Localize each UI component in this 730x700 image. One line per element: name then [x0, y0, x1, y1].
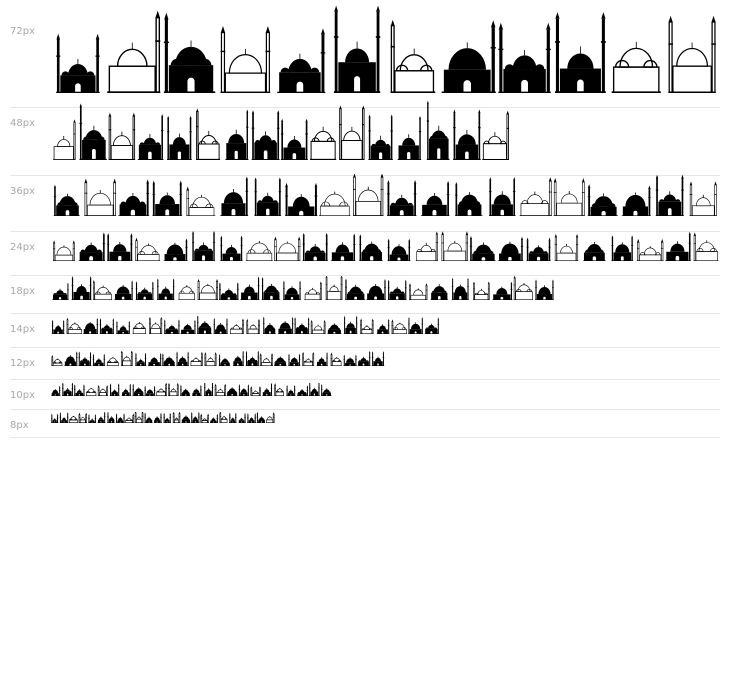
mosque-glyph-icon — [694, 232, 719, 261]
mosque-glyph-icon — [392, 319, 407, 334]
mosque-glyph-icon — [277, 28, 325, 93]
mosque-glyph-icon — [319, 192, 350, 216]
glyph-strip — [50, 316, 440, 334]
mosque-glyph-icon — [345, 279, 365, 300]
mosque-glyph-icon — [442, 20, 496, 93]
mosque-glyph-icon — [388, 280, 407, 300]
mosque-glyph-icon — [53, 240, 75, 261]
mosque-glyph-icon — [656, 175, 684, 216]
mosque-glyph-icon — [56, 34, 100, 93]
glyph-strip — [50, 3, 720, 93]
mosque-glyph-icon — [455, 182, 482, 216]
mosque-glyph-icon — [191, 412, 200, 423]
mosque-glyph-icon — [283, 281, 301, 300]
mosque-glyph-icon — [83, 318, 98, 334]
mosque-glyph-icon — [612, 42, 661, 93]
mosque-glyph-icon — [452, 278, 469, 300]
mosque-glyph-icon — [122, 384, 131, 396]
mosque-glyph-icon — [343, 354, 356, 366]
mosque-glyph-icon — [427, 101, 450, 160]
mosque-glyph-icon — [391, 20, 436, 93]
mosque-glyph-icon — [196, 108, 220, 160]
mosque-glyph-icon — [225, 109, 248, 160]
size-label: 72px — [10, 26, 35, 37]
mosque-glyph-icon — [622, 185, 651, 216]
mosque-glyph-icon — [252, 110, 280, 160]
mosque-glyph-icon — [285, 183, 317, 216]
mosque-glyph-icon — [526, 238, 550, 261]
size-label: 8px — [10, 420, 29, 431]
mosque-glyph-icon — [98, 385, 108, 396]
mosque-glyph-icon — [453, 109, 481, 160]
mosque-glyph-icon — [135, 353, 146, 366]
mosque-glyph-icon — [98, 412, 106, 423]
mosque-glyph-icon — [100, 318, 114, 334]
size-row-10 — [10, 379, 720, 410]
mosque-glyph-icon — [240, 277, 259, 300]
mosque-glyph-icon — [288, 354, 300, 366]
mosque-glyph-icon — [186, 186, 215, 216]
mosque-glyph-icon — [84, 179, 116, 216]
mosque-glyph-icon — [555, 234, 578, 261]
mosque-glyph-icon — [168, 383, 178, 396]
mosque-glyph-icon — [489, 177, 515, 216]
size-label: 48px — [10, 118, 35, 129]
mosque-glyph-icon — [53, 119, 75, 160]
mosque-glyph-icon — [79, 103, 106, 160]
mosque-glyph-icon — [54, 185, 80, 216]
mosque-glyph-icon — [164, 238, 188, 261]
mosque-glyph-icon — [326, 276, 343, 300]
mosque-glyph-icon — [334, 6, 380, 93]
mosque-glyph-icon — [133, 322, 146, 334]
mosque-glyph-icon — [109, 113, 135, 160]
mosque-glyph-icon — [388, 239, 411, 261]
mosque-glyph-icon — [302, 352, 314, 366]
mosque-glyph-icon — [154, 413, 162, 423]
mosque-glyph-icon — [93, 354, 105, 366]
mosque-glyph-icon — [441, 231, 468, 261]
mosque-glyph-icon — [281, 119, 308, 160]
mosque-glyph-icon — [470, 236, 496, 261]
mosque-glyph-icon — [204, 383, 213, 396]
mosque-glyph-icon — [116, 321, 130, 334]
mosque-glyph-icon — [310, 127, 336, 160]
mosque-glyph-icon — [229, 413, 237, 423]
mosque-glyph-icon — [52, 320, 65, 334]
mosque-glyph-icon — [60, 412, 69, 423]
mosque-glyph-icon — [278, 317, 294, 334]
mosque-glyph-icon — [51, 386, 60, 396]
mosque-glyph-icon — [79, 232, 106, 261]
mosque-glyph-icon — [121, 351, 133, 366]
mosque-glyph-icon — [52, 355, 63, 366]
mosque-glyph-icon — [173, 412, 180, 423]
mosque-glyph-icon — [492, 282, 512, 300]
mosque-glyph-icon — [107, 233, 133, 261]
mosque-glyph-icon — [473, 281, 489, 300]
mosque-glyph-icon — [180, 320, 195, 334]
mosque-glyph-icon — [425, 317, 439, 334]
mosque-glyph-icon — [157, 278, 174, 300]
mosque-glyph-icon — [192, 231, 215, 261]
mosque-glyph-icon — [93, 280, 112, 300]
mosque-glyph-icon — [514, 276, 533, 300]
glyph-strip — [50, 174, 720, 216]
mosque-glyph-icon — [200, 414, 208, 423]
mosque-glyph-icon — [114, 280, 133, 300]
mosque-glyph-icon — [156, 383, 167, 396]
mosque-glyph-icon — [555, 12, 606, 93]
mosque-glyph-icon — [72, 276, 92, 300]
mosque-glyph-icon — [257, 412, 266, 423]
glyph-strip — [50, 276, 555, 300]
mosque-glyph-icon — [69, 416, 78, 423]
mosque-glyph-icon — [331, 233, 356, 261]
mosque-glyph-icon — [135, 238, 160, 261]
size-label: 18px — [10, 286, 35, 297]
mosque-glyph-icon — [220, 176, 248, 216]
mosque-glyph-icon — [116, 413, 125, 423]
mosque-glyph-icon — [246, 319, 259, 334]
size-label: 14px — [10, 324, 35, 335]
mosque-glyph-icon — [62, 383, 73, 396]
mosque-glyph-icon — [251, 386, 261, 396]
mosque-glyph-icon — [297, 385, 308, 396]
mosque-glyph-icon — [148, 353, 162, 366]
mosque-glyph-icon — [263, 317, 276, 334]
glyph-strip — [50, 231, 720, 261]
mosque-glyph-icon — [51, 413, 58, 423]
mosque-glyph-icon — [239, 413, 246, 423]
mosque-glyph-icon — [210, 414, 218, 423]
mosque-glyph-icon — [78, 352, 91, 366]
mosque-glyph-icon — [554, 178, 585, 216]
mosque-glyph-icon — [152, 181, 182, 216]
mosque-glyph-icon — [215, 384, 226, 396]
mosque-glyph-icon — [149, 317, 162, 334]
mosque-glyph-icon — [135, 412, 144, 423]
mosque-glyph-icon — [254, 177, 281, 216]
mosque-glyph-icon — [167, 116, 192, 160]
mosque-glyph-icon — [498, 23, 550, 93]
size-row-24 — [10, 231, 720, 276]
size-row-48 — [10, 107, 720, 176]
mosque-glyph-icon — [220, 412, 228, 423]
mosque-glyph-icon — [164, 13, 215, 93]
mosque-glyph-icon — [246, 351, 259, 366]
mosque-glyph-icon — [665, 232, 691, 261]
mosque-glyph-icon — [408, 317, 423, 334]
mosque-glyph-icon — [311, 320, 326, 334]
mosque-glyph-icon — [690, 181, 717, 216]
mosque-glyph-icon — [138, 114, 164, 160]
mosque-glyph-icon — [309, 383, 320, 396]
mosque-glyph-icon — [220, 236, 242, 261]
mosque-glyph-icon — [219, 354, 230, 366]
mosque-glyph-icon — [583, 242, 606, 261]
mosque-glyph-icon — [176, 351, 189, 366]
glyph-strip — [50, 383, 332, 396]
mosque-glyph-icon — [421, 181, 449, 216]
mosque-glyph-icon — [353, 174, 383, 216]
mosque-glyph-icon — [331, 352, 342, 366]
mosque-glyph-icon — [398, 116, 422, 160]
mosque-glyph-icon — [192, 385, 202, 396]
mosque-glyph-icon — [197, 316, 212, 334]
mosque-glyph-icon — [213, 318, 227, 334]
mosque-glyph-icon — [668, 16, 715, 93]
mosque-glyph-icon — [125, 413, 134, 423]
mosque-glyph-icon — [164, 319, 180, 334]
mosque-glyph-icon — [233, 351, 244, 366]
mosque-glyph-icon — [227, 387, 238, 396]
mosque-glyph-icon — [144, 386, 155, 396]
mosque-glyph-icon — [637, 239, 664, 261]
mosque-glyph-icon — [221, 26, 271, 93]
mosque-glyph-icon — [416, 231, 438, 261]
size-row-12 — [10, 347, 720, 380]
mosque-glyph-icon — [274, 383, 284, 396]
mosque-glyph-icon — [387, 180, 416, 216]
mosque-glyph-icon — [180, 385, 190, 396]
mosque-glyph-icon — [162, 353, 175, 366]
mosque-glyph-icon — [86, 388, 96, 396]
mosque-glyph-icon — [368, 114, 392, 160]
mosque-glyph-icon — [247, 413, 256, 423]
mosque-glyph-icon — [344, 316, 358, 334]
mosque-glyph-icon — [588, 184, 618, 216]
mosque-glyph-icon — [132, 384, 143, 396]
mosque-glyph-icon — [360, 318, 373, 334]
mosque-glyph-icon — [118, 179, 149, 216]
mosque-glyph-icon — [67, 318, 82, 334]
size-label: 24px — [10, 242, 35, 253]
mosque-glyph-icon — [274, 357, 287, 366]
size-label: 36px — [10, 186, 35, 197]
mosque-glyph-icon — [190, 352, 202, 366]
mosque-glyph-icon — [358, 351, 371, 366]
mosque-glyph-icon — [520, 177, 552, 216]
mosque-glyph-icon — [262, 277, 281, 300]
mosque-glyph-icon — [88, 414, 96, 423]
mosque-glyph-icon — [535, 279, 554, 300]
mosque-glyph-icon — [372, 351, 384, 366]
mosque-glyph-icon — [107, 412, 115, 423]
mosque-glyph-icon — [366, 279, 386, 300]
mosque-glyph-icon — [181, 416, 190, 423]
mosque-glyph-icon — [262, 383, 272, 396]
size-label: 10px — [10, 390, 35, 401]
mosque-glyph-icon — [430, 284, 448, 300]
mosque-glyph-icon — [359, 234, 383, 261]
mosque-glyph-icon — [260, 353, 273, 366]
mosque-glyph-icon — [163, 413, 171, 423]
size-row-14 — [10, 313, 720, 348]
mosque-glyph-icon — [230, 318, 244, 334]
glyph-strip — [50, 100, 510, 160]
mosque-glyph-icon — [136, 281, 154, 300]
mosque-glyph-icon — [327, 324, 341, 334]
mosque-glyph-icon — [107, 357, 119, 366]
mosque-glyph-icon — [178, 285, 195, 300]
mosque-glyph-icon — [321, 384, 331, 396]
mosque-glyph-icon — [317, 352, 328, 366]
mosque-glyph-icon — [303, 233, 328, 261]
mosque-glyph-icon — [339, 105, 364, 160]
mosque-glyph-icon — [611, 235, 633, 261]
size-row-18 — [10, 275, 720, 314]
mosque-glyph-icon — [205, 352, 217, 366]
glyph-strip — [50, 351, 385, 366]
mosque-glyph-icon — [274, 236, 300, 261]
mosque-glyph-icon — [74, 384, 85, 396]
size-row-8 — [10, 409, 720, 438]
mosque-glyph-icon — [239, 384, 250, 396]
mosque-glyph-icon — [498, 237, 523, 261]
mosque-glyph-icon — [144, 412, 152, 423]
size-label: 12px — [10, 358, 35, 369]
mosque-glyph-icon — [110, 383, 120, 396]
mosque-glyph-icon — [79, 413, 87, 423]
mosque-glyph-icon — [304, 281, 321, 300]
mosque-glyph-icon — [198, 279, 218, 300]
mosque-glyph-icon — [107, 11, 160, 93]
mosque-glyph-icon — [246, 241, 273, 261]
mosque-glyph-icon — [294, 317, 309, 334]
mosque-glyph-icon — [377, 319, 390, 334]
mosque-glyph-icon — [64, 351, 77, 366]
mosque-glyph-icon — [482, 111, 509, 160]
size-row-36 — [10, 175, 720, 232]
mosque-glyph-icon — [286, 385, 295, 396]
size-row-72 — [10, 0, 720, 108]
mosque-glyph-icon — [409, 283, 427, 300]
mosque-glyph-icon — [219, 282, 239, 300]
glyph-strip — [50, 412, 275, 423]
mosque-glyph-icon — [266, 412, 274, 423]
mosque-glyph-icon — [52, 283, 68, 300]
